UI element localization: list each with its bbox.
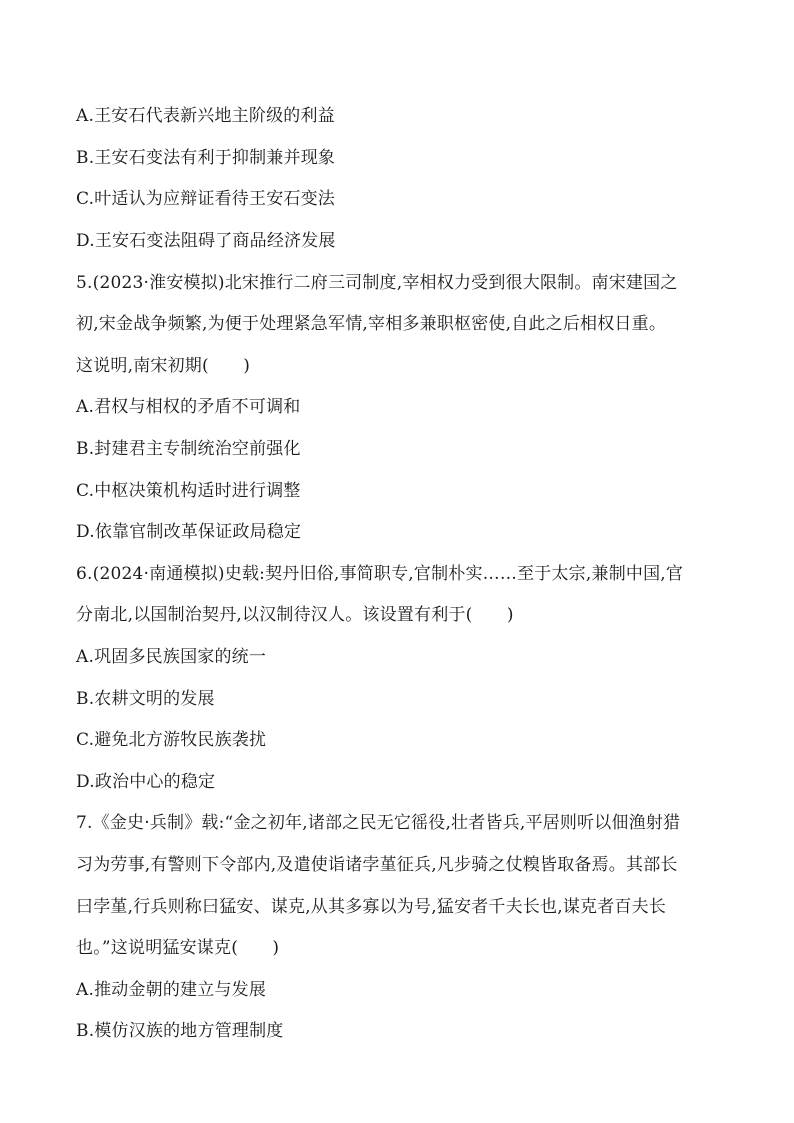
q4-option-d: D.王安石变法阻碍了商品经济发展 <box>76 231 336 251</box>
q7-stem-line2: 习为劳事,有警则下令部内,及遣使诣诸孛堇征兵,凡步骑之仗糗皆取备焉。其部长 <box>76 855 678 875</box>
q7-stem-line1: 7.《金史·兵制》载:“金之初年,诸部之民无它徭役,壮者皆兵,平居则听以佃渔射猎 <box>76 813 681 833</box>
q4-option-c: C.叶适认为应辩证看待王安石变法 <box>76 189 336 209</box>
q6-stem-line1: 6.(2024·南通模拟)史载:契丹旧俗,事简职专,官制朴实……至于太宗,兼制中国,官 <box>76 564 684 584</box>
q7-option-a: A.推动金朝的建立与发展 <box>76 980 267 1000</box>
q5-stem-line2: 初,宋金战争频繁,为便于处理紧急军情,宰相多兼职枢密使,自此之后相权日重。 <box>76 314 667 334</box>
q5-option-b: B.封建君主专制统治空前强化 <box>76 439 301 459</box>
q5-option-d: D.依靠官制改革保证政局稳定 <box>76 522 302 542</box>
q7-stem-line3: 曰孛堇,行兵则称曰猛安、谋克,从其多寡以为号,猛安者千夫长也,谋克者百夫长 <box>76 897 667 917</box>
q7-option-b: B.模仿汉族的地方管理制度 <box>76 1021 284 1041</box>
q4-option-b: B.王安石变法有利于抑制兼并现象 <box>76 148 336 168</box>
q7-stem-line4: 也。”这说明猛安谋克( ) <box>76 938 280 958</box>
q6-option-a: A.巩固多民族国家的统一 <box>76 647 267 667</box>
q6-option-d: D.政治中心的稳定 <box>76 772 216 792</box>
q5-option-a: A.君权与相权的矛盾不可调和 <box>76 397 301 417</box>
q6-option-c: C.避免北方游牧民族袭扰 <box>76 730 267 750</box>
q4-option-a: A.王安石代表新兴地主阶级的利益 <box>76 106 335 126</box>
q5-stem-line3: 这说明,南宋初期( ) <box>76 356 251 376</box>
q6-option-b: B.农耕文明的发展 <box>76 689 215 709</box>
q6-stem-line2: 分南北,以国制治契丹,以汉制待汉人。该设置有利于( ) <box>76 605 514 625</box>
q5-stem-line1: 5.(2023·淮安模拟)北宋推行二府三司制度,宰相权力受到很大限制。南宋建国之 <box>76 273 678 293</box>
q5-option-c: C.中枢决策机构适时进行调整 <box>76 481 301 501</box>
